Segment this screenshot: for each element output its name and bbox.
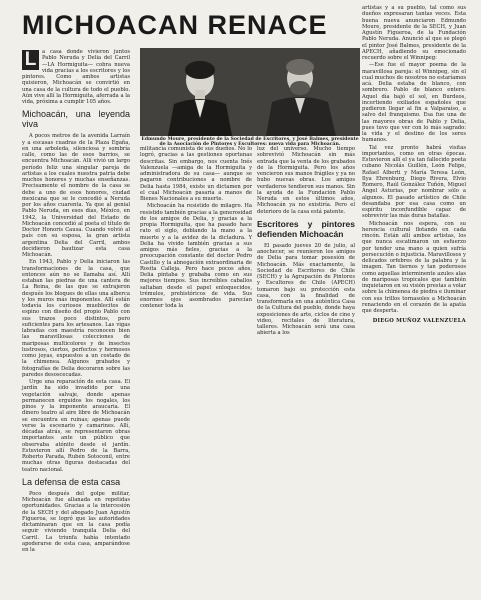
column-4 (362, 5, 466, 325)
author-signature: DIEGO MUÑOZ VALENZUELA (372, 318, 466, 325)
paragraph: militancia comunista de sus dueños. No lo logró, gracias a las gestiones oportunas descritas. Sin embargo, nos cuenta Inés Valenzuela —amiga de la Hormiguita y administradora de su casa— aunque se pagaron contribuciones a nombre de Delia hasta 1984, existe un dictamen por el cual Michoacán pasaría a manos de Bienes Nacionales a su muerte. (140, 146, 252, 202)
paragraph: En 1943, Pablo y Delia iniciaron las transformaciones de la casa, que entonces aún no se llamaba así. Allí estaban las piedras de una cantera de La Reina, de las que se extrajeron después los bloques de ellas una alberca y los muros más imponentes. Allí están todavía los curiosos mueblecitos de espino con diseño del propio Pablo con sus trazos poco distintos, pero suficientes para los artesanos. Las vigas labradas con maestría reconocen bien las maravillosas colecciones de mariposas multicolores y de insectos lustrosos, ciertos, perfectos y hermosos como joyas, expuestos a un costado de la chimenea. Algunos grabados y fotografías de Delia decoraron sobre las paredes desoscecadas. (22, 259, 130, 378)
section-title-leyenda: Michoacán, una leyenda viva (22, 109, 130, 130)
section-title-defensa: La defensa de esta casa (22, 476, 121, 487)
paragraph: Urge una reparación de esta casa. El jardín ha sido invadido por una vegetación salvaje, donde apenas permanecen erguidos los nogales, los pinos y la imponente araucaria. El dinero teatro al aire libre de Michoacán se encuentra en ruinas; apenas puede verse la escenario y camarines. Allí, décadas atrás, se representaron obras importantes ante un público que observaba atónito desde el jardín. Estuvieron allí Pedro de la Barra, Roberto Parada, Rubén Sotoconil, entre muchas otras figuras destacadas del teatro nacional. (22, 379, 130, 473)
headline: MICHOACAN RENACE (22, 10, 328, 40)
paragraph: luz del universo. Mucho tiempo sobrevivió Michoacán sin más entrada que la venta de los grabados de la Hormiguita. Pero los años vencieron sus manos frágiles y ya no hubo nuevas obras. Los amigos verdaderos tendieron sus manos. Sin la ayuda de la Fundación Pablo Neruda en estos últimos años, Michoacán ya no existiría. Pero el deterioro de la casa está patente. (257, 146, 355, 215)
paragraph: Tal vez pronto habrá visitas importantes, como en otras épocas. Estuvieron allí el ya tan fallecido poeta cubano Nicolás Guillén, León Felipe, Rafael Alberti y María Teresa León, Ilya Ehrenburg, Diego Rivera, Elvio Romero, Raúl González Tuñón, Miguel Ángel Asturias, por nombrar sólo a algunos. El pasado artístico de Chile desandaba por esa casa como un espíritu inconfundible capaz de sobrevivir las más duras batallas. (362, 144, 466, 220)
column-2 (140, 146, 252, 311)
paragraph: El pasado jueves 20 de julio, al anochecer, se reunieron los amigos de Delia para tomar posesión de Michoacán. Más exactamente, la Sociedad de Escritores de Chile (SECH) y la Agrupación de Pintores y Escultores de Chile (APECH) tomaron bajo su protección esta casa, con la finalidad de transformarla en una auténtica Casa de la Cultura del pueblo, donde haya exposiciones de arte, ciclos de cine y video, recitales de literatura, talleres. Michoacán será una casa abierta a los (257, 242, 355, 337)
photo-moure-balmes (140, 48, 360, 136)
paragraph: artistas y a su pueblo, tal como sus dueños expresaran tantas veces. Esta buena nueva anunciaron Edmundo Moure, presidente de la SECH, y Juan Agustín Figueroa, de la Fundación Pablo Neruda. Anunció al que se plegó el pintor José Balmes, presidente de la APECH, añadiendo su emocionado recuerdo sobre el Winnipeg: (362, 5, 466, 61)
drop-cap: L (22, 50, 39, 70)
paragraph: —Ese fue el mayor poema de la maravillosa pareja: el Winnipeg, sin el cual muchos de nosotros no estaríamos acá. Delia estaba de blanco, con sombrero. Pablo de blanco entero. Aquel día bajó el sol, en Burdeos, incertiendo exiliados españoles que pudieron llegar al fin a Valparaíso, a salvo del franquismo. Esa fue una de las mayores obras de Pablo y Delia, pues tuvo que ver con lo más sagrado: la vida y el destino de los seres humanos. (362, 62, 466, 144)
paragraph: A pocos metros de la avenida Larraín y a escasas cuadras de la Plaza Egaña, en una arboleda, silenciosa y sombría calle, como las de esos barrios, se encuentra Michoacán. Allí vivió un largo período feliz una singular pareja de artistas a los cuales nuestra patria debe muchos honores y muchas enseñanzas. Precisamente el nombre de la casa se debe a uno de esos honores, ciudad mexicana que se le concedió a Neruda por los años cuarenta. Ya que al genial Pablo Neruda, en esos días, México, en 1942, la Universidad del Estado de Michoacán concedió al poeta el título de Doctor Honoris Causa. Cuando volvió al país con su esposa, la gran artista argentina Delia del Carril, ambos decidieron bautizar esta casa Michoacán. (22, 133, 130, 258)
column-3 (257, 146, 355, 338)
intro-paragraph: a casa donde vivieron juntos Pablo Neruda y Delia del Carril —LA Hormiguita— cobra nueva vida gracias a los escritores y los pintores. Como ambos artistas quisieron, Michoacán se convirtió en una casa de la cultura de todo el pueblo. Aún vive allí la Hormiguita, aferrada a la vida, próxima a cumplir 105 años. (22, 49, 130, 105)
column-1 (22, 49, 130, 554)
paragraph: Michoacán nos espera, con su herencia cultural flotando en cada rincón. Están allí ambos artistas, los que nunca escatimaron un esfuerzo por tender una mano a quien sufría persecución o injusticia. Maravillosos y delicados orfebres de la palabra y la imagen. Tan tiernos y tan poderosos como aquellas interminente azules alas de mariposas tropicales que también inquietaron en su visión prestas a volar sobre la chimenea de piedra e iluminar con sus trillos tornasoles a Michoacán renaciendo en el corazón de la apatía que desperta. (362, 220, 466, 314)
paragraph: Michoacán ha resistido de milagro. Ha resistido también gracias a la generosidad de los amigos de Delia, y gracias a la propia Hormiguita, que ha pasado hace rato el siglo, doblando la mano a la muerte y a la avidez de la dictadura. Y Delia ha vivido también gracias a sus amigos más fieles, gracias a la preocupación constante del doctor Pedro Castillo y la abnegación extraordinaria de Rosita Calleja. Pero hace pocos años, Delia pintaba y grababa como en sus mejores tiempos. Sus increíbles caballos saltaban desde el papel enloquecidos, trémulos, prehistóricos de vida. Sus enormes ojos asombrados parecían contener toda la (140, 203, 252, 310)
paragraph: Poco después del golpe militar, Michoacán fue allanada en repetidas oportunidades. Gracias a la intercesión de la SECH y del abogado Juan Agustín Figueroa, se logró que las autoridades dictaminaran que en la casa podía seguir viviendo tranquila Delia del Carril. La triunfa había intentado apoderarse de esta casa, amparándose en la (22, 490, 130, 553)
photo-caption: Edmundo Moure, presidente de la Sociedad de Escritores, y José Balmes, presidente de la Asociación de Pintores y Escultores: nueva vida para Michoacán. (141, 137, 359, 148)
section-title-escritores: Escritores y pintores defienden Michoacán (257, 218, 355, 239)
